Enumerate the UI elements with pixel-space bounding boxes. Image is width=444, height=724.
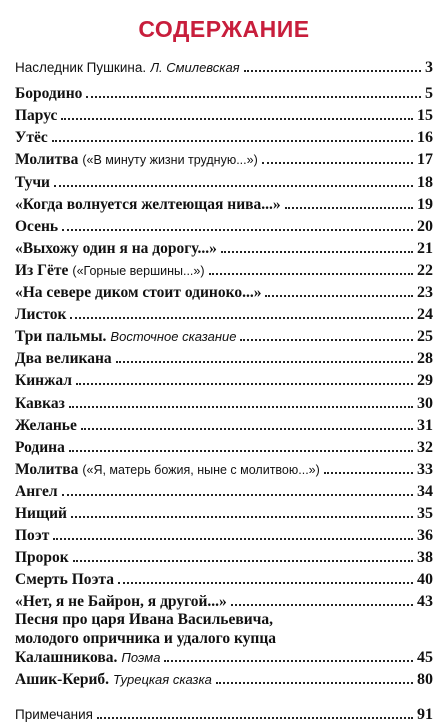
toc-entry[interactable]: [15, 103, 433, 125]
dot-leader: [54, 185, 413, 187]
toc-entry-title: Ангел: [15, 482, 58, 500]
dot-leader: [244, 70, 421, 72]
toc-entry-page: 80: [417, 671, 433, 689]
dot-leader: [61, 118, 413, 120]
dot-leader: [69, 406, 413, 408]
toc-entry-title: Примечания: [15, 706, 93, 722]
toc-entry-title: Наследник Пушкина.: [15, 60, 147, 76]
toc-entry[interactable]: [15, 413, 433, 435]
toc-entry-subtitle: Л. Смилевская: [150, 60, 240, 76]
table-of-contents: [15, 55, 433, 724]
toc-entry[interactable]: [15, 589, 433, 611]
toc-entry-title: Молитва: [15, 151, 79, 169]
toc-entry[interactable]: [15, 501, 433, 523]
toc-entry[interactable]: [15, 479, 433, 501]
dot-leader: [97, 717, 413, 719]
toc-entry-page: 45: [417, 649, 433, 667]
toc-entry-title: Утёс: [15, 129, 48, 147]
toc-entry[interactable]: [15, 280, 433, 302]
toc-entry-title: Кинжал: [15, 372, 72, 390]
toc-entry-page: 35: [417, 504, 433, 522]
toc-entry-page: 36: [417, 527, 433, 545]
toc-entry-subtitle: Турецкая сказка: [113, 672, 212, 688]
dot-leader: [240, 339, 413, 341]
toc-entry-title: Кавказ: [15, 394, 65, 412]
toc-entry-title: «Когда волнуется желтеющая нива...»: [15, 195, 281, 213]
dot-leader: [265, 295, 413, 297]
toc-entry-page: 40: [417, 571, 433, 589]
toc-entry-title-line: Песня про царя Ивана Васильевича,: [15, 611, 274, 629]
toc-entry[interactable]: [15, 667, 433, 689]
toc-entry-page: 5: [425, 85, 433, 103]
toc-entry-title: Из Гёте: [15, 261, 69, 279]
toc-entry-title-line: молодого опричника и удалого купца: [15, 629, 277, 647]
toc-entry-title: Калашникова.: [15, 649, 118, 667]
toc-entry-last-line: [15, 648, 433, 667]
toc-entry[interactable]: [15, 457, 433, 479]
toc-entry[interactable]: [15, 346, 433, 368]
toc-entry-page: 18: [417, 173, 433, 191]
toc-entry[interactable]: [15, 125, 433, 147]
toc-entry[interactable]: [15, 567, 433, 589]
toc-entry-subtitle: Поэма: [121, 650, 161, 666]
dot-leader: [116, 361, 413, 363]
toc-entry-page: 32: [417, 438, 433, 456]
toc-entry-page: 16: [417, 129, 433, 147]
toc-entry[interactable]: [15, 169, 433, 191]
toc-entry-title: Тучи: [15, 173, 50, 191]
toc-entry[interactable]: [15, 390, 433, 412]
dot-leader: [285, 207, 413, 209]
toc-entry[interactable]: [15, 545, 433, 567]
toc-entry-page: 21: [417, 239, 433, 257]
toc-entry[interactable]: [15, 147, 433, 169]
toc-entry-title: Парус: [15, 107, 58, 125]
toc-entry-title: Родина: [15, 438, 65, 456]
toc-entry-title: Поэт: [15, 527, 50, 545]
dot-leader: [69, 450, 413, 452]
toc-entry-page: 24: [417, 306, 433, 324]
toc-entry-page: 34: [417, 482, 433, 500]
toc-entry-subtitle: («Горные вершины...»): [72, 263, 205, 278]
toc-entry[interactable]: [15, 236, 433, 258]
toc-entry[interactable]: [15, 523, 433, 545]
toc-entry-title: Три пальмы.: [15, 328, 107, 346]
toc-entry[interactable]: [15, 55, 433, 77]
toc-entry-page: 25: [417, 328, 433, 346]
toc-entry-page: 22: [417, 261, 433, 279]
toc-entry-title: «Нет, я не Байрон, я другой...»: [15, 593, 227, 611]
toc-entry-title: Смерть Поэта: [15, 571, 114, 589]
dot-leader: [118, 582, 413, 584]
toc-entry-page: 31: [417, 416, 433, 434]
dot-leader: [86, 96, 421, 98]
toc-entry-subtitle: Восточное сказание: [110, 329, 237, 345]
dot-leader: [324, 472, 413, 474]
toc-entry-title: Бородино: [15, 85, 83, 103]
toc-entry-title: Два великана: [15, 350, 112, 368]
toc-entry-subtitle: («В минуту жизни трудную...»): [82, 153, 258, 168]
toc-entry[interactable]: [15, 258, 433, 280]
toc-entry-page: 33: [417, 460, 433, 478]
dot-leader: [164, 660, 413, 662]
toc-entry[interactable]: [15, 435, 433, 457]
toc-entry-page: 29: [417, 372, 433, 390]
dot-leader: [221, 251, 413, 253]
toc-entry-page: 30: [417, 394, 433, 412]
dot-leader: [62, 229, 413, 231]
dot-leader: [62, 494, 413, 496]
toc-entry[interactable]: [15, 192, 433, 214]
dot-leader: [209, 273, 413, 275]
toc-entry[interactable]: [15, 701, 433, 723]
toc-entry-page: 19: [417, 195, 433, 213]
dot-leader: [76, 383, 413, 385]
dot-leader: [73, 560, 413, 562]
dot-leader: [231, 604, 413, 606]
toc-entry-page: 20: [417, 217, 433, 235]
dot-leader: [81, 428, 413, 430]
toc-entry[interactable]: [15, 324, 433, 346]
toc-entry-title: Нищий: [15, 504, 67, 522]
toc-entry-title: Осень: [15, 217, 59, 235]
toc-entry-page: 28: [417, 350, 433, 368]
page-title: СОДЕРЖАНИЕ: [138, 16, 310, 42]
toc-entry-page: 43: [417, 593, 433, 611]
toc-entry-page: 91: [417, 705, 433, 723]
dot-leader: [52, 140, 413, 142]
toc-entry-subtitle: («Я, матерь божия, ныне с молитвою...»): [82, 462, 320, 477]
toc-entry-page: 38: [417, 549, 433, 567]
dot-leader: [262, 162, 413, 164]
toc-entry-page: 15: [417, 107, 433, 125]
toc-entry-title: Листок: [15, 306, 67, 324]
toc-entry-multiline[interactable]: [15, 611, 433, 667]
dot-leader: [53, 538, 413, 540]
toc-entry[interactable]: [15, 302, 433, 324]
toc-entry[interactable]: [15, 214, 433, 236]
toc-entry-title: «Выхожу один я на дорогу...»: [15, 239, 217, 257]
toc-entry-page: 17: [417, 151, 433, 169]
dot-leader: [216, 682, 413, 684]
toc-entry-page: 3: [425, 59, 433, 77]
toc-entry-title: Пророк: [15, 549, 69, 567]
toc-entry-title: «На севере диком стоит одиноко...»: [15, 284, 262, 302]
toc-entry[interactable]: [15, 81, 433, 103]
toc-entry-page: 23: [417, 284, 433, 302]
toc-entry[interactable]: [15, 368, 433, 390]
toc-entry-title: Ашик-Кериб.: [15, 671, 110, 689]
toc-entry-title: Молитва: [15, 460, 79, 478]
dot-leader: [71, 516, 413, 518]
toc-entry-title: Желанье: [15, 416, 77, 434]
dot-leader: [70, 317, 413, 319]
